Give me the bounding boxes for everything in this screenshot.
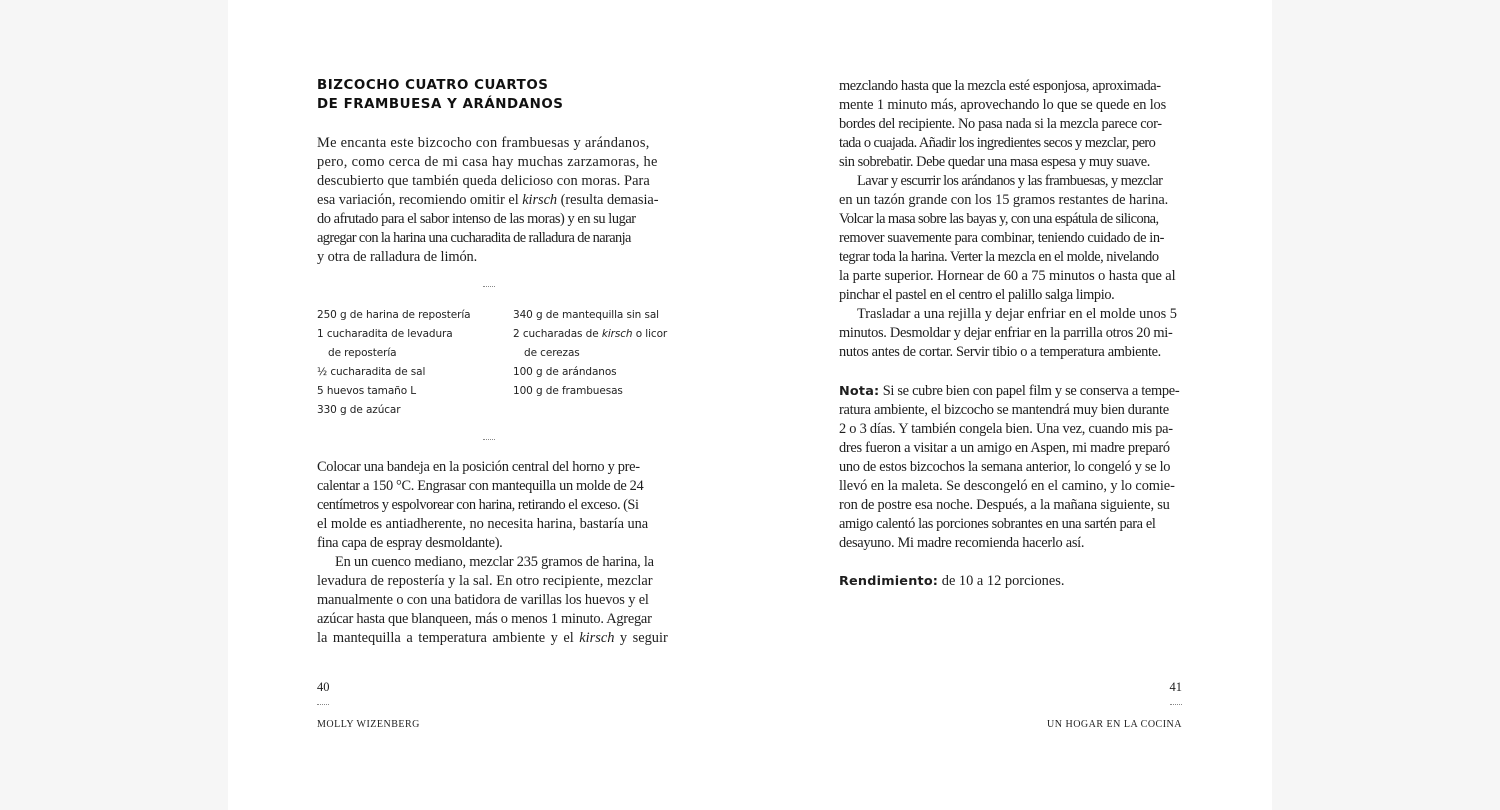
- ingredient: ½ cucharadita de sal: [317, 366, 426, 378]
- text-line: pero, como cerca de mi casa hay muchas zarzamoras, he: [317, 154, 658, 170]
- text-line: Volcar la masa sobre las bayas y, con una espátula de silicona,: [839, 211, 1159, 227]
- text-line: minutos. Desmoldar y dejar enfriar en la parrilla otros 20 mi-: [839, 325, 1173, 341]
- text-line: amigo calentó las porciones sobrantes en una sartén para el: [839, 516, 1156, 532]
- recipe-title: [317, 76, 660, 114]
- ingredients-column-2: [513, 306, 683, 401]
- note-label: Nota:: [839, 384, 880, 399]
- ingredient: 1 cucharadita de levadura: [317, 328, 453, 340]
- title-line: DE FRAMBUESA Y ARÁNDANOS: [317, 97, 564, 112]
- method-continuation: [839, 77, 1182, 172]
- text-line: Lavar y escurrir los arándanos y las frambuesas, y mezclar: [857, 173, 1163, 189]
- text-line: [317, 629, 668, 648]
- footer-rule: [1170, 704, 1182, 705]
- section-separator: [483, 286, 495, 287]
- text-line: tegrar toda la harina. Verter la mezcla en el molde, nivelando: [839, 249, 1159, 265]
- title-line: BIZCOCHO CUATRO CUARTOS: [317, 78, 549, 93]
- ingredient: 5 huevos tamaño L: [317, 385, 417, 397]
- text-line: 2 o 3 días. Y también congela bien. Una vez, cuando mis pa-: [839, 421, 1173, 437]
- intro-paragraph: [317, 134, 660, 267]
- text-line: bordes del recipiente. No pasa nada si la mezcla parece cor-: [839, 116, 1162, 132]
- yield-text: de 10 a 12 porciones.: [941, 573, 1065, 589]
- italic-word: kirsch: [601, 328, 633, 340]
- method-paragraph-3: [839, 172, 1182, 305]
- text-line: mezclando hasta que la mezcla esté esponjosa, aproximada-: [839, 78, 1161, 94]
- text-line: descubierto que también queda delicioso con moras. Para: [317, 173, 650, 189]
- text-line: azúcar hasta que blanqueen, más o menos 1 minuto. Agregar: [317, 611, 652, 627]
- italic-word: kirsch: [579, 630, 615, 646]
- text-fragment: o licor: [635, 328, 668, 340]
- text-line: mente 1 minuto más, aprovechando lo que se quede en los: [839, 97, 1167, 113]
- text-line: remover suavemente para combinar, teniendo cuidado de in-: [839, 230, 1165, 246]
- ingredient: 330 g de azúcar: [317, 404, 401, 416]
- text-line: sin sobrebatir. Debe quedar una masa espesa y muy suave.: [839, 154, 1150, 170]
- method-paragraph-4: [839, 305, 1182, 362]
- text-line: levadura de repostería y la sal. En otro recipiente, mezclar: [317, 573, 653, 589]
- footer-rule: [317, 704, 329, 705]
- running-head: UN HOGAR EN LA COCINA: [1047, 719, 1182, 730]
- text-line: [317, 191, 660, 210]
- text-line: y otra de ralladura de limón.: [317, 249, 478, 265]
- text-line: pinchar el pastel en el centro el palillo salga limpio.: [839, 287, 1115, 303]
- text-line: [839, 382, 1182, 401]
- text-line: manualmente o con una batidora de varillas los huevos y el: [317, 592, 649, 608]
- page-number: 40: [317, 680, 330, 694]
- text-line: Me encanta este bizcocho con frambuesas y arándanos,: [317, 135, 650, 151]
- text-line: agregar con la harina una cucharadita de ralladura de naranja: [317, 230, 631, 246]
- italic-word: kirsch: [522, 192, 558, 208]
- text-line: en un tazón grande con los 15 gramos restantes de harina.: [839, 192, 1169, 208]
- text-fragment: (resulta demasia-: [560, 192, 659, 208]
- note-paragraph: [839, 382, 1182, 553]
- ingredient: 250 g de harina de repostería: [317, 309, 471, 321]
- text-fragment: esa variación, recomiendo omitir el: [317, 192, 519, 208]
- right-page: [839, 0, 1182, 810]
- yield-line: [839, 572, 1182, 591]
- text-line: fina capa de espray desmoldante).: [317, 535, 503, 551]
- running-head: MOLLY WIZENBERG: [317, 719, 420, 730]
- text-line: calentar a 150 °C. Engrasar con mantequilla un molde de 24: [317, 478, 644, 494]
- ingredient-continuation: de cerezas: [524, 347, 580, 359]
- text-line: ratura ambiente, el bizcocho se mantendrá muy bien durante: [839, 402, 1169, 418]
- text-line: tada o cuajada. Añadir los ingredientes secos y mezclar, pero: [839, 135, 1156, 151]
- text-line: el molde es antiadherente, no necesita harina, bastaría una: [317, 516, 649, 532]
- book-spread: [228, 0, 1272, 810]
- text-line: la parte superior. Hornear de 60 a 75 minutos o hasta que al: [839, 268, 1176, 284]
- ingredient: 100 g de frambuesas: [513, 385, 623, 397]
- method-paragraph-2: [317, 553, 668, 648]
- text-fragment: 2 cucharadas de: [513, 328, 599, 340]
- ingredient-continuation: de repostería: [328, 347, 397, 359]
- text-line: Trasladar a una rejilla y dejar enfriar en el molde unos 5: [857, 306, 1177, 322]
- text-fragment: Si se cubre bien con papel film y se conserva a tempe-: [882, 383, 1180, 399]
- ingredient: [513, 325, 683, 344]
- method-paragraph-1: [317, 458, 660, 553]
- text-line: nutos antes de cortar. Servir tibio o a temperatura ambiente.: [839, 344, 1161, 360]
- text-line: [839, 572, 1182, 591]
- ingredient: 340 g de mantequilla sin sal: [513, 309, 659, 321]
- left-page: [317, 0, 668, 810]
- text-line: ron de postre esa noche. Después, a la mañana siguiente, su: [839, 497, 1170, 513]
- text-fragment: la mantequilla a temperatura ambiente y el: [317, 630, 574, 646]
- text-line: llevó en la maleta. Se descongeló en el camino, y lo comie-: [839, 478, 1175, 494]
- yield-label: Rendimiento:: [839, 574, 939, 589]
- text-line: do afrutado para el sabor intenso de las moras) y en su lugar: [317, 211, 636, 227]
- text-line: uno de estos bizcochos la semana anterior, lo congeló y se lo: [839, 459, 1171, 475]
- section-separator: [483, 439, 495, 440]
- text-fragment: y seguir: [619, 630, 668, 646]
- text-line: En un cuenco mediano, mezclar 235 gramos de harina, la: [335, 554, 654, 570]
- text-line: desayuno. Mi madre recomienda hacerlo así.: [839, 535, 1085, 551]
- ingredient: 100 g de arándanos: [513, 366, 617, 378]
- text-line: centímetros y espolvorear con harina, retirando el exceso. (Si: [317, 497, 639, 513]
- text-line: Colocar una bandeja en la posición central del horno y pre-: [317, 459, 640, 475]
- ingredients-column-1: [317, 306, 487, 420]
- text-line: dres fueron a visitar a un amigo en Aspen, mi madre preparó: [839, 440, 1170, 456]
- page-number: 41: [1169, 680, 1182, 694]
